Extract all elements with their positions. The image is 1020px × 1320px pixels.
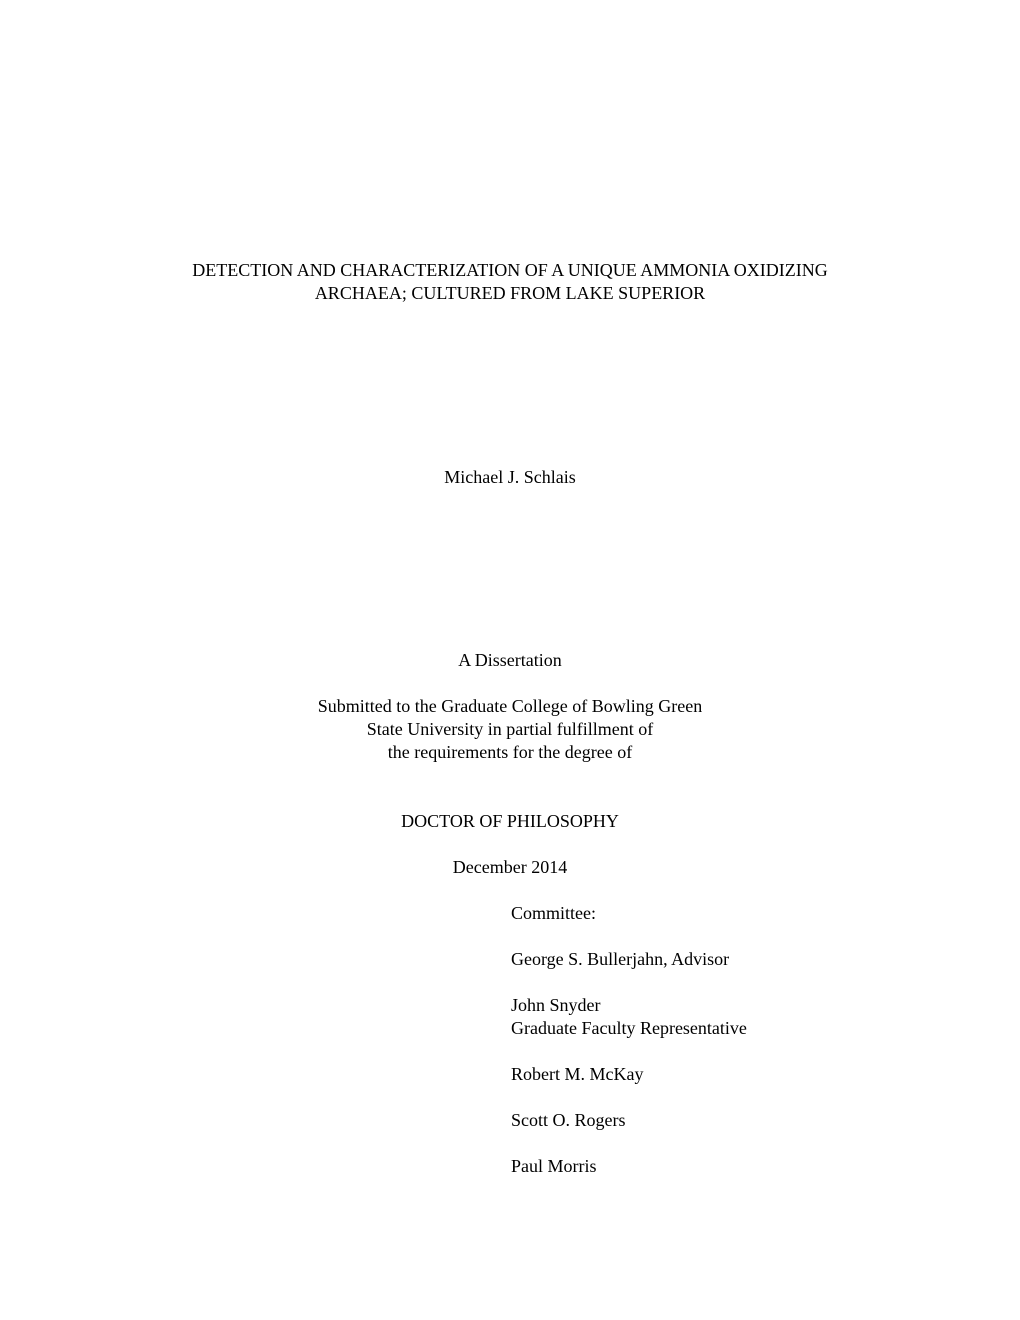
submission-statement-line-2: State University in partial fulfillment of — [366, 719, 654, 739]
degree-name: DOCTOR OF PHILOSOPHY — [401, 811, 619, 831]
dissertation-title-line-2: ARCHAEA; CULTURED FROM LAKE SUPERIOR — [314, 283, 706, 303]
committee-member-name: Robert M. McKay — [511, 1064, 644, 1084]
committee-member-name: Scott O. Rogers — [511, 1110, 626, 1130]
dissertation-title-line-1: DETECTION AND CHARACTERIZATION OF A UNIQUE AMMONIA OXIDIZING — [192, 260, 828, 280]
author-name: Michael J. Schlais — [444, 467, 576, 487]
committee-member-role: Graduate Faculty Representative — [511, 1018, 747, 1038]
committee-member-name: John Snyder — [511, 995, 601, 1015]
submission-statement-line-3: the requirements for the degree of — [387, 742, 633, 762]
document-type: A Dissertation — [458, 650, 562, 670]
committee-heading: Committee: — [511, 903, 596, 923]
committee-member-name: Paul Morris — [511, 1156, 597, 1176]
submission-statement-line-1: Submitted to the Graduate College of Bowling Green — [317, 696, 703, 716]
submission-date: December 2014 — [452, 857, 568, 877]
committee-member-advisor: George S. Bullerjahn, Advisor — [511, 949, 730, 969]
